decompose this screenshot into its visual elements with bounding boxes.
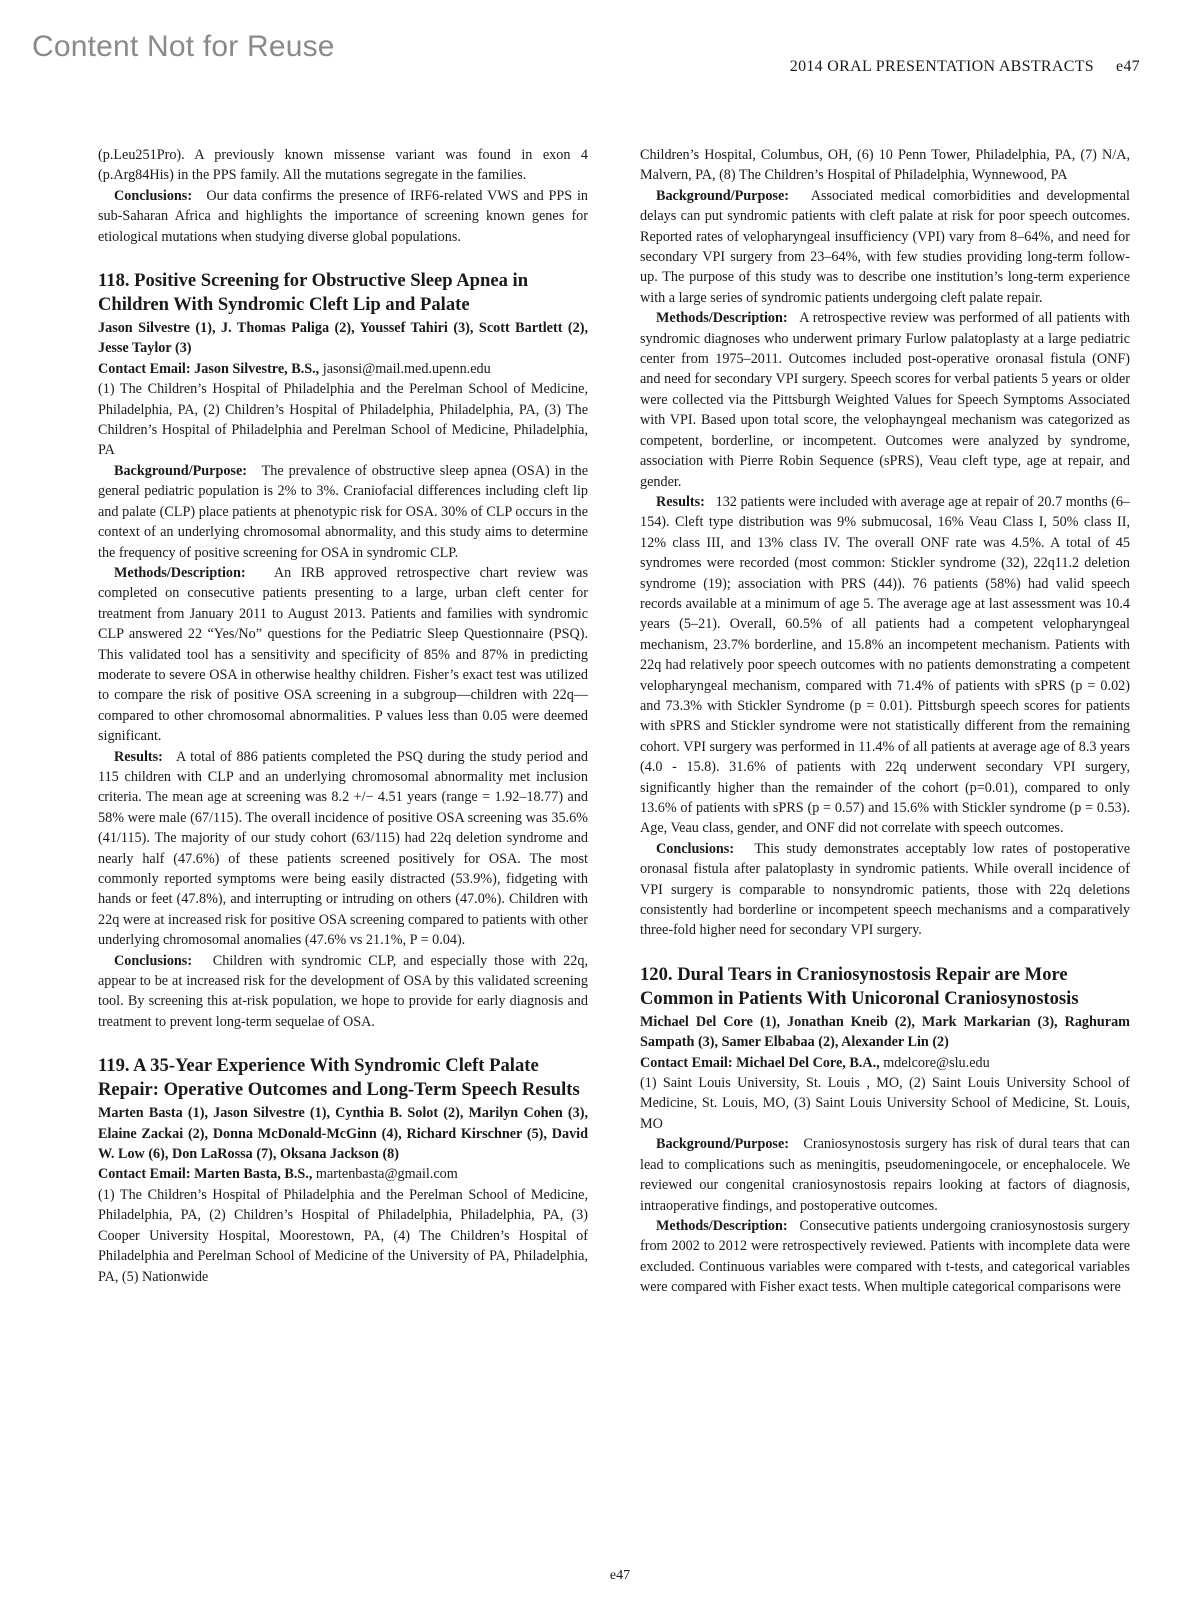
abstract-119-methods xyxy=(640,308,1130,492)
section-label: Methods/Description: xyxy=(656,1217,788,1234)
abstract-120-methods xyxy=(640,1216,1130,1298)
abstract-118-results xyxy=(98,747,588,951)
running-head-title: 2014 ORAL PRESENTATION ABSTRACTS xyxy=(789,58,1094,75)
section-label: Conclusions: xyxy=(114,952,193,969)
contact-label: Contact Email: Michael Del Core, B.A., xyxy=(640,1054,880,1071)
section-label: Results: xyxy=(114,748,163,765)
watermark: Content Not for Reuse xyxy=(32,30,335,63)
abstract-118-affiliations: (1) The Children’s Hospital of Philadelphia and the Perelman School of Medicine, Philadelphia, PA, (2) Children’s Hospital of Philadelphia, Philadelphia, PA, (3) The Children’s Hospital of Philadelphia and Perelman School of Medicine, Philadelphia, PA xyxy=(98,381,588,459)
abstract-120-contact xyxy=(640,1053,1130,1073)
abstract-119-affiliations: (1) The Children’s Hospital of Philadelphia and the Perelman School of Medicine, Philadelphia, PA, (2) Children’s Hospital of Philadelphia, Philadelphia, PA, (3) Cooper University Hospital, Moorestown, PA, (4) The Children’s Hospital of Philadelphia and Perelman School of Medicine of the University of PA, Philadelphia, PA, (5) Nationwide xyxy=(98,1186,588,1285)
footer-page-number: e47 xyxy=(609,1568,631,1583)
section-text: Craniosynostosis surgery has risk of dural tears that can lead to complications such as meningitis, pseudomeningocele, or encephalocele. We reviewed our congenital craniosynostosis repairs looking at factors of diagnosis, intraoperative findings, and postoperative outcomes. xyxy=(640,1136,1131,1214)
abstract-118-background xyxy=(98,461,588,563)
running-head-page: e47 xyxy=(1115,58,1140,75)
section-label: Methods/Description: xyxy=(114,564,246,581)
section-text: This study demonstrates acceptably low rates of postoperative oronasal fistula after palatoplasty in syndromic patients. While overall incidence of VPI surgery is comparable to nonsyndromic patients, those with 22q deletions consistently had borderline or incompetent speech mechanisms and a comparatively three-fold higher need for secondary VPI surgery. xyxy=(640,840,1130,939)
abstract-118-authors: Jason Silvestre (1), J. Thomas Paliga (2), Youssef Tahiri (3), Scott Bartlett (2), Jesse Taylor (3) xyxy=(98,320,588,357)
abstract-119-contact xyxy=(98,1164,588,1184)
abstract-119-authors: Marten Basta (1), Jason Silvestre (1), Cynthia B. Solot (2), Marilyn Cohen (3), Elaine Zackai (2), Donna McDonald-McGinn (4), Richard Kirschner (5), David W. Low (6), Don LaRossa (7), Oksana Jackson (8) xyxy=(98,1105,588,1163)
abstract-118-methods xyxy=(98,563,588,747)
section-label: Conclusions: xyxy=(114,187,193,204)
abstract-120-authors: Michael Del Core (1), Jonathan Kneib (2), Mark Markarian (3), Raghuram Sampath (3), Samer Elbabaa (2), Alexander Lin (2) xyxy=(640,1013,1130,1051)
contact-label: Contact Email: Marten Basta, B.S., xyxy=(98,1166,313,1183)
abstract-120-title: 120. Dural Tears in Craniosynostosis Repair are More Common in Patients With Unicoronal Craniosynostosis xyxy=(640,963,1079,1009)
section-label: Background/Purpose: xyxy=(114,462,247,479)
section-label: Results: xyxy=(656,493,705,510)
abstract-118-contact xyxy=(98,359,588,379)
section-text: Associated medical comorbidities and developmental delays can put syndromic patients with cleft palate at risk for poor speech outcomes. Reported rates of velopharyngeal insufficiency (VPI) vary from 8–64%, and need for secondary VPI surgery from 23–64%, with few studies providing long-term follow-up. The purpose of this study was to describe one institution’s long-term experience with a large series of syndromic patients undergoing cleft palate repair. xyxy=(640,187,1130,306)
abstract-119-title: 119. A 35-Year Experience With Syndromic Cleft Palate Repair: Operative Outcomes and Long-Term Speech Results xyxy=(98,1055,580,1101)
section-text: An IRB approved retrospective chart review was completed on consecutive patients presenting to a large, urban cleft center for treatment from January 2011 to August 2013. Patients and families with syndromic CLP answered 22 “Yes/No” questions for the Pediatric Sleep Questionnaire (PSQ). This validated tool has a sensitivity and specificity of 85% and 87% in predicting moderate to severe OSA in otherwise healthy children. Fisher’s exact test was utilized to compare the risk of positive OSA screening in a subgroup—children with 22q—compared to other chromosomal abnormalities. P values less than 0.05 were deemed significant. xyxy=(98,564,588,745)
contact-email: mdelcore@slu.edu xyxy=(883,1054,990,1071)
contact-email: martenbasta@gmail.com xyxy=(315,1166,458,1183)
section-text: Our data confirms the presence of IRF6-related VWS and PPS in sub-Saharan Africa and highlights the importance of screening known genes for etiological mutations when studying diverse global populations. xyxy=(98,187,588,245)
right-column xyxy=(640,145,1130,1298)
abstract-120-affiliations: (1) Saint Louis University, St. Louis , MO, (2) Saint Louis University School of Medicine, St. Louis, MO, (3) Saint Louis University School of Medicine, St. Louis, MO xyxy=(640,1075,1130,1132)
section-label: Methods/Description: xyxy=(656,310,788,327)
contact-email: jasonsi@mail.med.upenn.edu xyxy=(322,360,491,377)
section-text: 132 patients were included with average age at repair of 20.7 months (6–154). Cleft type distribution was 9% submucosal, 16% Veau Class I, 50% class II, 12% class III, and 13% class IV. The overall ONF rate was 4.5%. A total of 45 syndromes were recorded (most common: Stickler syndrome (32), 22q11.2 deletion syndrome (19); association with PRS (44)). 76 patients (58%) had valid speech records available at a minimum of age 5. The average age at last assessment was 10.4 years (5–21). Overall, 60.5% of all patients had a competent velopharyngeal mechanism, 23.7% borderline, and 15.8% an incompetent mechanism. Patients with 22q had relatively poor speech outcomes with no patients demonstrating a competent velopharyngeal mechanism, compared with 71.4% of patients with sPRS (p = 0.02) and 73.3% with Stickler Syndrome (p = 0.01). Pittsburgh speech scores for patients with sPRS and Stickler syndrome were not statistically different from the remaining cohort. VPI surgery was performed in 11.4% of all patients at average age of 8.3 years (4.0 - 15.8). 31.6% of patients with 22q underwent secondary VPI surgery, significantly higher than the remainder of the cohort (p=0.01), compared to only 13.6% of patients with sPRS (p = 0.57) and 15.6% with Stickler syndrome (p = 0.53). Age, Veau class, gender, and ONF did not correlate with speech outcomes. xyxy=(640,493,1131,837)
section-label: Background/Purpose: xyxy=(656,1136,789,1153)
contact-label: Contact Email: Jason Silvestre, B.S., xyxy=(98,360,320,377)
section-label: Background/Purpose: xyxy=(656,187,789,204)
abstract-119-results xyxy=(640,492,1130,839)
abstract-119-background xyxy=(640,186,1130,308)
section-text: A retrospective review was performed of all patients with syndromic diagnoses who underwent primary Furlow palatoplasty at a large pediatric center from 1975–2011. Outcomes included post-operative oronasal fistula (ONF) and need for secondary VPI surgery. Speech scores for verbal patients 5 years or older were collected via the Pittsburgh Weighted Values for Speech Symptoms Associated with VPI. Based upon total score, the velophayngeal mechanism was categorized as competent, borderline, or incompetent. Outcomes were analyzed by syndrome, association with Pierre Robin Sequence (sPRS), Veau cleft type, age at repair, and gender. xyxy=(640,310,1131,490)
abstract-120-background xyxy=(640,1134,1130,1216)
left-column xyxy=(98,145,588,1287)
abstract-118-conclusions xyxy=(98,951,588,1033)
continued-text: (p.Leu251Pro). A previously known missense variant was found in exon 4 (p.Arg84His) in the PPS family. All the mutations segregate in the families. xyxy=(98,147,588,184)
section-text: Consecutive patients undergoing craniosynostosis surgery from 2002 to 2012 were retrospectively reviewed. Patients with incomplete data were excluded. Continuous variables were compared with t-tests, and categorical variables were compared with Fisher exact tests. When multiple categorical comparisons were xyxy=(640,1217,1130,1296)
abstract-119-affiliations-continued: Children’s Hospital, Columbus, OH, (6) 10 Penn Tower, Philadelphia, PA, (7) N/A, Malvern, PA, (8) The Children’s Hospital of Philadelphia, Wynnewood, PA xyxy=(640,147,1130,184)
continued-conclusions xyxy=(98,186,588,247)
section-text: Children with syndromic CLP, and especially those with 22q, appear to be at increased risk for the development of OSA by this validated screening tool. By screening this at-risk population, we hope to provide for early diagnosis and treatment to prevent long-term sequelae of OSA. xyxy=(98,952,588,1030)
running-head xyxy=(790,58,1140,76)
abstract-119-conclusions xyxy=(640,839,1130,941)
abstract-118-title: 118. Positive Screening for Obstructive Sleep Apnea in Children With Syndromic Cleft Lip and Palate xyxy=(98,270,529,316)
section-text: A total of 886 patients completed the PSQ during the study period and 115 children with CLP and an underlying chromosomal abnormality met inclusion criteria. The mean age at screening was 8.2 +/− 4.51 years (range = 1.92–18.77) and 58% were male (67/115). The overall incidence of positive OSA screening was 35.6% (41/115). The majority of our study cohort (63/115) had 22q deletion syndrome and nearly half (47.6%) of these patients screened positively for OSA. The most commonly reported symptoms were being easily distracted (53.9%), fidgeting with hands or feet (47.8%), and interrupting or intruding on others (47.0%). Children with 22q were at increased risk for positive OSA screening compared to patients with other underlying chromosomal anomalies (47.6% vs 21.1%, P = 0.04). xyxy=(98,748,588,949)
section-label: Conclusions: xyxy=(656,840,735,857)
section-text: The prevalence of obstructive sleep apnea (OSA) in the general pediatric population is 2% to 3%. Craniofacial differences including cleft lip and palate (CLP) place patients at phenotypic risk for OSA. 30% of CLP occurs in the context of an underlying chromosomal abnormality, and this study aims to determine the frequency of positive screening for OSA in syndromic CLP. xyxy=(98,462,588,561)
